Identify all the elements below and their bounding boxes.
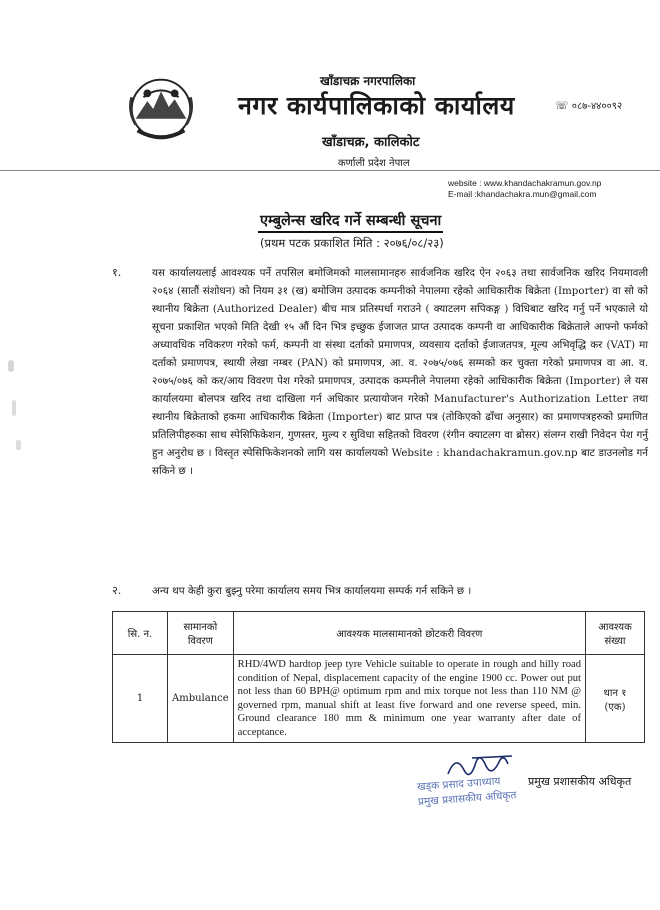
stamp-name: खड्क प्रसाद उपाध्याय — [416, 775, 501, 794]
item-number: २. — [112, 584, 122, 597]
stamp-title: प्रमुख प्रशासकीय अधिकृत — [417, 789, 517, 809]
nepal-emblem-logo — [122, 68, 200, 146]
quantity-line: थान १ — [603, 687, 627, 699]
scan-artifact — [8, 360, 14, 372]
col-header-item: सामानको विवरण — [168, 612, 234, 655]
signatory-role: प्रमुख प्रशासकीय अधिकृत — [528, 775, 632, 788]
official-stamp — [417, 772, 538, 826]
province-name: कर्णाली प्रदेश नेपाल — [338, 158, 410, 169]
quantity-words: (एक) — [604, 701, 626, 713]
website-line: website : www.khandachakramun.gov.np — [448, 178, 602, 188]
email-line: E-mail :khandachakra.mun@gmail.com — [448, 189, 597, 199]
item-number: १. — [112, 266, 122, 279]
col-header-sn: सि. न. — [113, 612, 168, 655]
table-header-row — [113, 612, 645, 655]
goods-table — [112, 611, 645, 743]
cell-description: RHD/4WD hardtop jeep tyre Vehicle suitable to operate in rough and hilly road condition of Nepal, displacement capacity of the engine 1900 cc. Power out put not less than 60 BPH@ optimum rpm and mix torque not less than 110 NM @ governed rpm, manual shift at least five forward and one reverse speed, min. Ground clearance 180 mm & minimum one year warranty after date of acceptance. — [233, 655, 585, 743]
notice-paragraph: यस कार्यालयलाई आवश्यक पर्ने तपसिल बमोजिमको मालसामानहरु सार्वजनिक खरिद ऐन २०६३ तथा सार्वजनिक खरिद नियमावली २०६४ (सातौं संशोधन) को नियम ३१ (ख) बमोजिम उत्पादक कम्पनीको नेपालमा रहेको आधिकारीक बिक्रेता (Importer) वा सो को स्थानीय बिक्रेता (Authorized Dealer) बीच मात्र प्रतिस्पर्धा गराउने ( क्याटलग सपिकङ्ग ) विधिबाट खरिद गर्नु पर्ने भएकाले यो सूचना प्रकाशित भएको मिति देखी १५ औं दिन भित्र इच्छुक ईजाजत प्राप्त उत्पादक कम्पनी वा आधिकारीक बिक्रेताले आफ्नो फर्मको अध्यावधिक नविकरण गरेको फर्म, कम्पनी वा संस्था दर्ताको प्रमाणपत्र, व्यवसाय दर्ताको ईजाजतपत्र, मूल्य अभिवृद्धि कर (VAT) मा दर्ताको प्रमाणपत्र, स्थायी लेखा नम्बर (PAN) को प्रमाणपत्र, आ. व. २०७५/०७६ सम्मको कर चुक्ता गरेको प्रमाणपत्र वा आ. व. २०७५/०७६ को कर/आय विवरण पेश गरेको प्रमाणपत्र, उत्पादक कम्पनीले नेपालमा रहेको आधिकारीक बिक्रेता (Importer) ले यस कार्यालयमा बोलपत्र खरिद तथा दाखिला गर्न अधिकार प्रत्यायोजन गरेको Manufacturer's Authorization Letter तथा स्थानीय बिक्रेताको हकमा आधिकारीक बिक्रेता (Importer) बाट प्राप्त पत्र (तोकिएको ढाँचा अनुसार) का प्रमाणपत्रहरुको प्रमाणित प्रतिलिपीहरुका साथ स्पेसिफिकेशन, गुणस्तर, मुल्य र सुविधा सहितको विवरण (रंगीन क्याटलग वा ब्रोसर) संलग्न राखी निवेदन पेश गर्नु हुन अनुरोध छ । विस्तृत स्पेसिफिकेशनको लागि यस कार्यालयको Website : khandachakramun.gov.np बाट डाउनलोड गर्न सकिने छ । — [152, 267, 648, 477]
municipality-name: खाँडाचक्र नगरपालिका — [320, 74, 416, 88]
table-row — [113, 655, 645, 743]
notice-title: एम्बुलेन्स खरिद गर्ने सम्बन्धी सूचना — [258, 210, 443, 233]
cell-quantity — [586, 655, 645, 743]
notice-publish-date: (प्रथम पटक प्रकाशित मिति : २०७६/०८/२३) — [260, 236, 444, 250]
office-location: खाँडाचक्र, कालिकोट — [322, 135, 420, 150]
office-title: नगर कार्यपालिकाको कार्यालय — [238, 91, 515, 120]
col-header-quantity: आवश्यक संख्या — [586, 612, 645, 655]
cell-sn: 1 — [113, 655, 168, 743]
col-header-description: आवश्यक मालसामानको छोटकरी विवरण — [233, 612, 585, 655]
phone-value: ०८७-४४००९२ — [571, 101, 623, 112]
notice-paragraph: अन्य थप केही कुरा बुझ्नु परेमा कार्यालय समय भित्र कार्यालयमा सम्पर्क गर्न सकिने छ । — [152, 585, 472, 597]
letterhead-divider — [0, 170, 660, 171]
scan-artifact — [16, 440, 21, 450]
cell-item: Ambulance — [168, 655, 234, 743]
scan-artifact — [12, 400, 16, 416]
telephone-icon: ☏ — [555, 99, 569, 112]
phone-number — [555, 98, 622, 112]
